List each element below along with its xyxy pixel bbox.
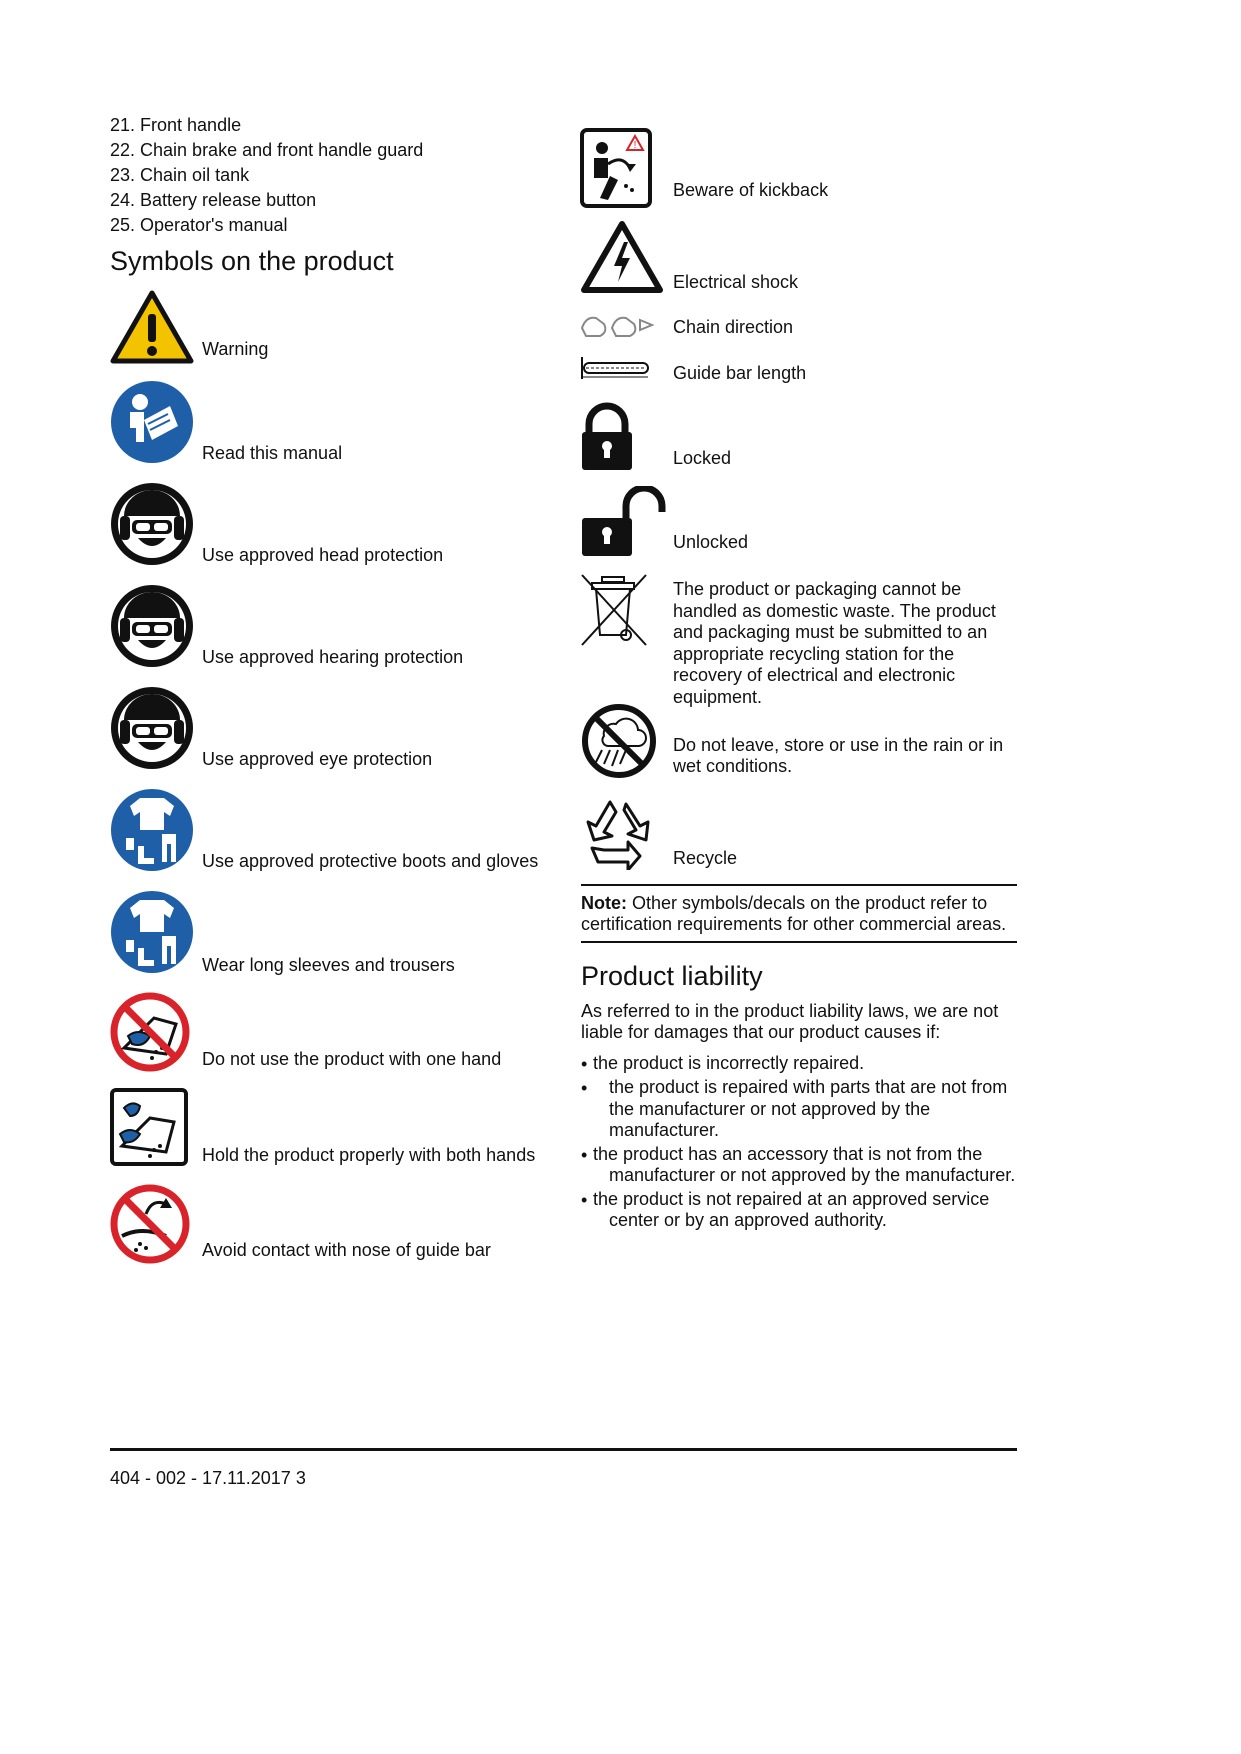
symbol-label-read-manual: Read this manual xyxy=(202,443,343,463)
eye-protection-icon xyxy=(110,686,194,770)
head-protection-icon xyxy=(110,482,194,566)
no-rain-icon xyxy=(580,702,658,780)
locked-icon xyxy=(580,402,634,472)
symbol-label-weee: The product or packaging cannot be handled as domestic waste. The product and packaging must be submitted to an appropriate recycling station for the recovery of electrical and electronic equipment. xyxy=(673,579,996,707)
footer-rule xyxy=(110,1448,1017,1451)
weee-bin-icon xyxy=(580,573,650,647)
liability-bullet-mark-3: • xyxy=(581,1145,588,1165)
boots-gloves-icon xyxy=(110,788,194,872)
symbol-label-no-rain: Do not leave, store or use in the rain or in wet conditions. xyxy=(673,735,1004,776)
note-text: Other symbols/decals on the product refer to certification requirements for other commercial areas. xyxy=(581,893,1007,934)
note-top-rule xyxy=(581,884,1017,886)
symbol-label-long-sleeves: Wear long sleeves and trousers xyxy=(202,955,455,975)
liability-bullet-2: the product is repaired with parts that are not from the manufacturer or not approved by the manufacturer. xyxy=(609,1077,1008,1140)
symbol-label-hearing-protection: Use approved hearing protection xyxy=(202,647,464,667)
svg-text:!: ! xyxy=(633,140,637,151)
liability-heading: Product liability xyxy=(581,961,763,991)
note-block xyxy=(581,893,1017,935)
liability-intro: As referred to in the product liability laws, we are not liable for damages that our product causes if: xyxy=(581,1001,999,1042)
symbol-label-no-nose-contact: Avoid contact with nose of guide bar xyxy=(202,1240,491,1260)
symbol-label-no-one-hand: Do not use the product with one hand xyxy=(202,1049,502,1069)
parts-list-item-25: 25. Operator's manual xyxy=(110,215,288,235)
liability-bullet-3: the product has an accessory that is not from the manufacturer or not approved by the manufacturer. xyxy=(593,1144,1016,1185)
symbol-label-recycle: Recycle xyxy=(673,848,738,868)
liability-bullet-1: the product is incorrectly repaired. xyxy=(593,1053,865,1073)
long-sleeves-icon xyxy=(110,890,194,974)
liability-bullet-4: the product is not repaired at an approved service center or by an approved authority. xyxy=(593,1189,990,1230)
electrical-shock-icon xyxy=(580,220,664,294)
footer-line xyxy=(110,1467,306,1489)
chain-direction-icon xyxy=(580,310,662,340)
symbol-label-guide-bar-length: Guide bar length xyxy=(673,363,807,383)
recycle-icon xyxy=(580,794,658,870)
symbol-label-warning: Warning xyxy=(202,339,269,359)
liability-bullet-mark-2: • xyxy=(581,1078,588,1098)
liability-bullet-mark-4: • xyxy=(581,1190,588,1210)
symbol-label-unlocked: Unlocked xyxy=(673,532,749,552)
symbols-heading: Symbols on the product xyxy=(110,246,394,276)
parts-list-item-23: 23. Chain oil tank xyxy=(110,165,250,185)
symbol-label-electrical-shock: Electrical shock xyxy=(673,272,799,292)
note-bottom-rule xyxy=(581,941,1017,943)
kickback-icon xyxy=(580,128,652,208)
no-one-hand-icon xyxy=(110,992,190,1072)
symbol-label-head-protection: Use approved head protection xyxy=(202,545,444,565)
hearing-protection-icon xyxy=(110,584,194,668)
warning-triangle-icon xyxy=(110,290,194,364)
parts-list-item-22: 22. Chain brake and front handle guard xyxy=(110,140,424,160)
symbol-label-eye-protection: Use approved eye protection xyxy=(202,749,433,769)
note-label: Note: xyxy=(581,893,627,913)
parts-list-item-24: 24. Battery release button xyxy=(110,190,317,210)
symbol-label-locked: Locked xyxy=(673,448,732,468)
footer-page-number: 3 xyxy=(295,1468,306,1488)
read-manual-icon xyxy=(110,380,194,464)
symbol-label-chain-direction: Chain direction xyxy=(673,317,794,337)
unlocked-icon xyxy=(580,486,666,558)
footer-doc-id: 404 - 002 - 17.11.2017 xyxy=(110,1468,291,1488)
symbol-label-both-hands: Hold the product properly with both hands xyxy=(202,1145,536,1165)
no-nose-contact-icon xyxy=(110,1184,190,1264)
parts-list-item-21: 21. Front handle xyxy=(110,115,242,135)
symbol-label-kickback: Beware of kickback xyxy=(673,180,829,200)
symbol-label-boots-gloves: Use approved protective boots and gloves xyxy=(202,851,539,871)
both-hands-icon xyxy=(110,1088,188,1166)
liability-bullet-mark-1: • xyxy=(581,1054,588,1074)
guide-bar-length-icon xyxy=(580,355,652,381)
